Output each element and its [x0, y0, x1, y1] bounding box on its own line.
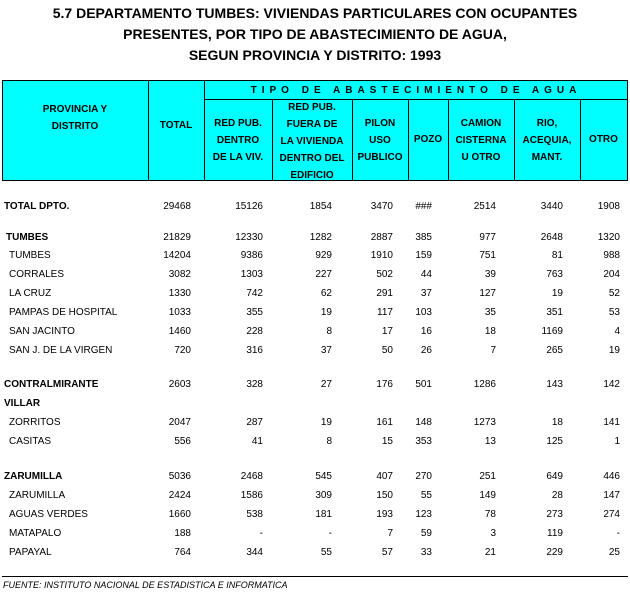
cell-red-fuera: 1854 [309, 201, 332, 212]
cell-pilon: 176 [376, 379, 393, 390]
header-red-dentro-line: DENTRO [216, 135, 260, 146]
cell-rio: 273 [546, 509, 563, 520]
cell-red-dentro: 228 [246, 326, 263, 337]
cell-pozo: 59 [420, 528, 432, 539]
cell-red-dentro: 742 [246, 288, 263, 299]
cell-rio: 119 [547, 528, 563, 539]
cell-red-dentro: 316 [246, 345, 263, 356]
cell-red-dentro: 15126 [235, 201, 263, 212]
cell-pilon: 161 [376, 417, 393, 428]
cell-red-dentro: 344 [246, 547, 263, 558]
cell-camion: 13 [484, 436, 496, 447]
cell-total: 3082 [168, 269, 191, 280]
cell-camion: 251 [479, 471, 496, 482]
cell-total: 1330 [168, 288, 191, 299]
cell-camion: 2514 [473, 201, 496, 212]
cell-rio: 351 [546, 307, 563, 318]
cell-pozo: 44 [420, 269, 432, 280]
header-rio-line: MANT. [531, 152, 563, 163]
header-rio-line: RIO, [536, 118, 558, 129]
cell-red-dentro: 12330 [235, 232, 263, 243]
cell-pozo: 103 [415, 307, 432, 318]
cell-total: 2047 [168, 417, 191, 428]
cell-total: 2603 [168, 379, 191, 390]
cell-camion: 78 [484, 509, 496, 520]
cell-pilon: 3470 [370, 201, 393, 212]
cell-pozo: 270 [415, 471, 432, 482]
cell-red-fuera: 8 [326, 436, 332, 447]
cell-pilon: 57 [381, 547, 393, 558]
cell-pilon: 17 [381, 326, 393, 337]
row-name: TUMBES [6, 232, 49, 243]
header-red-dentro-line: DE LA VIV. [212, 152, 264, 163]
cell-red-dentro: 538 [246, 509, 263, 520]
header-total: TOTAL [159, 120, 193, 131]
cell-total: 2424 [168, 490, 191, 501]
header-red-fuera [272, 99, 352, 184]
header-red-fuera-line: DENTRO DEL [279, 153, 345, 164]
cell-camion: 977 [479, 232, 496, 243]
row-name: ZARUMILLA [9, 490, 66, 501]
cell-pozo: 353 [415, 436, 432, 447]
cell-red-fuera: 19 [320, 417, 332, 428]
cell-camion: 7 [490, 345, 496, 356]
cell-red-dentro: 9386 [240, 250, 263, 261]
header-top-rule [2, 80, 628, 81]
cell-red-fuera: 929 [315, 250, 332, 261]
cell-camion: 3 [490, 528, 496, 539]
cell-pozo: 501 [415, 379, 432, 390]
row-name: ZARUMILLA [4, 471, 63, 482]
table-title-line-3: SEGUN PROVINCIA Y DISTRITO: 1993 [188, 47, 442, 63]
cell-pozo: 33 [420, 547, 432, 558]
header-otro: OTRO [589, 134, 618, 145]
cell-pozo: ### [415, 201, 432, 212]
cell-rio: 229 [546, 547, 563, 558]
cell-camion: 1273 [473, 417, 496, 428]
cell-rio: 81 [551, 250, 563, 261]
cell-otro: 142 [603, 379, 620, 390]
cell-pilon: 407 [376, 471, 393, 482]
cell-rio: 18 [551, 417, 563, 428]
cell-pilon: 502 [376, 269, 393, 280]
cell-rio: 649 [546, 471, 563, 482]
cell-rio: 1169 [541, 326, 563, 337]
cell-total: 5036 [168, 471, 191, 482]
cell-red-fuera: 8 [326, 326, 332, 337]
cell-camion: 35 [484, 307, 496, 318]
cell-total: 720 [174, 345, 191, 356]
cell-otro: 147 [603, 490, 620, 501]
row-name: PAPAYAL [9, 547, 52, 558]
cell-red-fuera: 227 [315, 269, 332, 280]
cell-total: 556 [174, 436, 191, 447]
header-pilon [352, 115, 408, 166]
cell-total: 21829 [163, 232, 191, 243]
header-tipo-abastecimiento: TIPO DE ABASTECIMIENTO DE AGUA [250, 85, 582, 96]
cell-red-dentro: 287 [246, 417, 263, 428]
cell-pozo: 148 [415, 417, 432, 428]
cell-red-fuera: 27 [320, 379, 332, 390]
cell-otro: 274 [603, 509, 620, 520]
cell-rio: 125 [546, 436, 563, 447]
header-camion [448, 115, 514, 166]
cell-camion: 149 [479, 490, 496, 501]
cell-total: 14204 [163, 250, 191, 261]
cell-red-fuera: - [328, 528, 332, 539]
row-name: PAMPAS DE HOSPITAL [9, 307, 118, 318]
cell-red-fuera: 181 [315, 509, 332, 520]
header-pilon-line: PILON [364, 118, 396, 129]
header-red-fuera-line: FUERA DE [286, 119, 338, 130]
cell-otro: 988 [603, 250, 620, 261]
header-provincia [2, 101, 148, 135]
cell-red-dentro: 1586 [240, 490, 263, 501]
cell-red-fuera: 309 [315, 490, 332, 501]
cell-red-dentro: 328 [246, 379, 263, 390]
header-provincia-line: PROVINCIA Y [42, 104, 108, 115]
cell-red-dentro: 41 [251, 436, 263, 447]
cell-pozo: 123 [415, 509, 432, 520]
cell-red-fuera: 37 [320, 345, 332, 356]
header-pozo: POZO [413, 134, 443, 145]
row-name: LA CRUZ [9, 288, 52, 299]
header-pilon-line: USO [369, 135, 391, 146]
row-name: MATAPALO [9, 528, 62, 539]
table-title-line-1: 5.7 DEPARTAMENTO TUMBES: VIVIENDAS PARTICULARES CON OCUPANTES [52, 5, 578, 21]
row-name: CONTRALMIRANTE [4, 379, 99, 390]
cell-otro: 52 [608, 288, 620, 299]
cell-rio: 763 [546, 269, 563, 280]
cell-camion: 18 [484, 326, 496, 337]
cell-rio: 265 [546, 345, 563, 356]
cell-otro: 141 [603, 417, 620, 428]
row-name: TUMBES [9, 250, 51, 261]
header-rio-line: ACEQUIA, [522, 135, 572, 146]
row-name: VILLAR [4, 398, 41, 409]
cell-red-dentro: 1303 [240, 269, 263, 280]
cell-camion: 751 [479, 250, 496, 261]
table-bottom-rule [2, 576, 628, 577]
cell-total: 1033 [168, 307, 191, 318]
cell-red-fuera: 19 [320, 307, 332, 318]
cell-pozo: 37 [420, 288, 432, 299]
cell-otro: 19 [608, 345, 620, 356]
cell-rio: 3440 [540, 201, 563, 212]
header-group-rule [204, 99, 628, 100]
cell-total: 764 [174, 547, 191, 558]
cell-pilon: 15 [381, 436, 393, 447]
cell-total: 188 [174, 528, 191, 539]
cell-otro: 1320 [597, 232, 620, 243]
cell-pozo: 55 [420, 490, 432, 501]
cell-rio: 2648 [540, 232, 563, 243]
row-name: CASITAS [9, 436, 52, 447]
cell-pilon: 193 [376, 509, 393, 520]
table-title-line-2: PRESENTES, POR TIPO DE ABASTECIMIENTO DE AGUA, [123, 26, 507, 42]
cell-pilon: 50 [381, 345, 393, 356]
cell-pozo: 16 [420, 326, 432, 337]
cell-pilon: 2887 [370, 232, 393, 243]
header-pilon-line: PUBLICO [357, 152, 403, 163]
row-name: CORRALES [9, 269, 65, 280]
header-red-fuera-line: LA VIVIENDA [280, 136, 344, 147]
cell-otro: 25 [608, 547, 620, 558]
header-provincia-line: DISTRITO [51, 121, 99, 132]
header-red-dentro [204, 115, 272, 166]
header-camion-line: U OTRO [461, 152, 501, 163]
cell-pilon: 1910 [370, 250, 393, 261]
cell-camion: 1286 [473, 379, 496, 390]
cell-otro: 53 [608, 307, 620, 318]
row-name: AGUAS VERDES [9, 509, 88, 520]
cell-total: 1460 [168, 326, 191, 337]
cell-otro: 446 [603, 471, 620, 482]
row-name: TOTAL DPTO. [4, 201, 70, 212]
row-name: SAN JACINTO [9, 326, 75, 337]
cell-red-dentro: - [259, 528, 263, 539]
cell-red-fuera: 545 [315, 471, 332, 482]
cell-pozo: 159 [415, 250, 432, 261]
header-red-fuera-line: RED PUB. [288, 102, 336, 113]
cell-pilon: 291 [376, 288, 393, 299]
cell-otro: - [616, 528, 620, 539]
cell-rio: 28 [551, 490, 563, 501]
cell-total: 29468 [163, 201, 191, 212]
cell-otro: 4 [614, 326, 620, 337]
cell-otro: 1908 [597, 201, 620, 212]
cell-red-fuera: 55 [320, 547, 332, 558]
cell-camion: 39 [484, 269, 496, 280]
cell-pozo: 385 [415, 232, 432, 243]
row-name: SAN J. DE LA VIRGEN [9, 345, 113, 356]
cell-rio: 143 [546, 379, 563, 390]
cell-total: 1660 [168, 509, 191, 520]
cell-camion: 21 [484, 547, 496, 558]
cell-pilon: 117 [377, 307, 393, 318]
cell-pilon: 7 [387, 528, 393, 539]
header-camion-line: CAMION [460, 118, 502, 129]
cell-otro: 1 [614, 436, 620, 447]
cell-red-dentro: 2468 [240, 471, 263, 482]
header-rio [514, 115, 580, 166]
cell-pilon: 150 [376, 490, 393, 501]
cell-red-dentro: 355 [246, 307, 263, 318]
cell-pozo: 26 [420, 345, 432, 356]
cell-red-fuera: 62 [320, 288, 332, 299]
header-camion-line: CISTERNA [455, 135, 507, 146]
cell-rio: 19 [551, 288, 563, 299]
cell-camion: 127 [479, 288, 496, 299]
header-red-dentro-line: RED PUB. [214, 118, 262, 129]
source-footnote: FUENTE: INSTITUTO NACIONAL DE ESTADISTICA E INFORMATICA [3, 580, 288, 590]
cell-otro: 204 [603, 269, 620, 280]
cell-red-fuera: 1282 [309, 232, 332, 243]
header-red-fuera-line: EDIFICIO [290, 170, 334, 181]
row-name: ZORRITOS [9, 417, 61, 428]
